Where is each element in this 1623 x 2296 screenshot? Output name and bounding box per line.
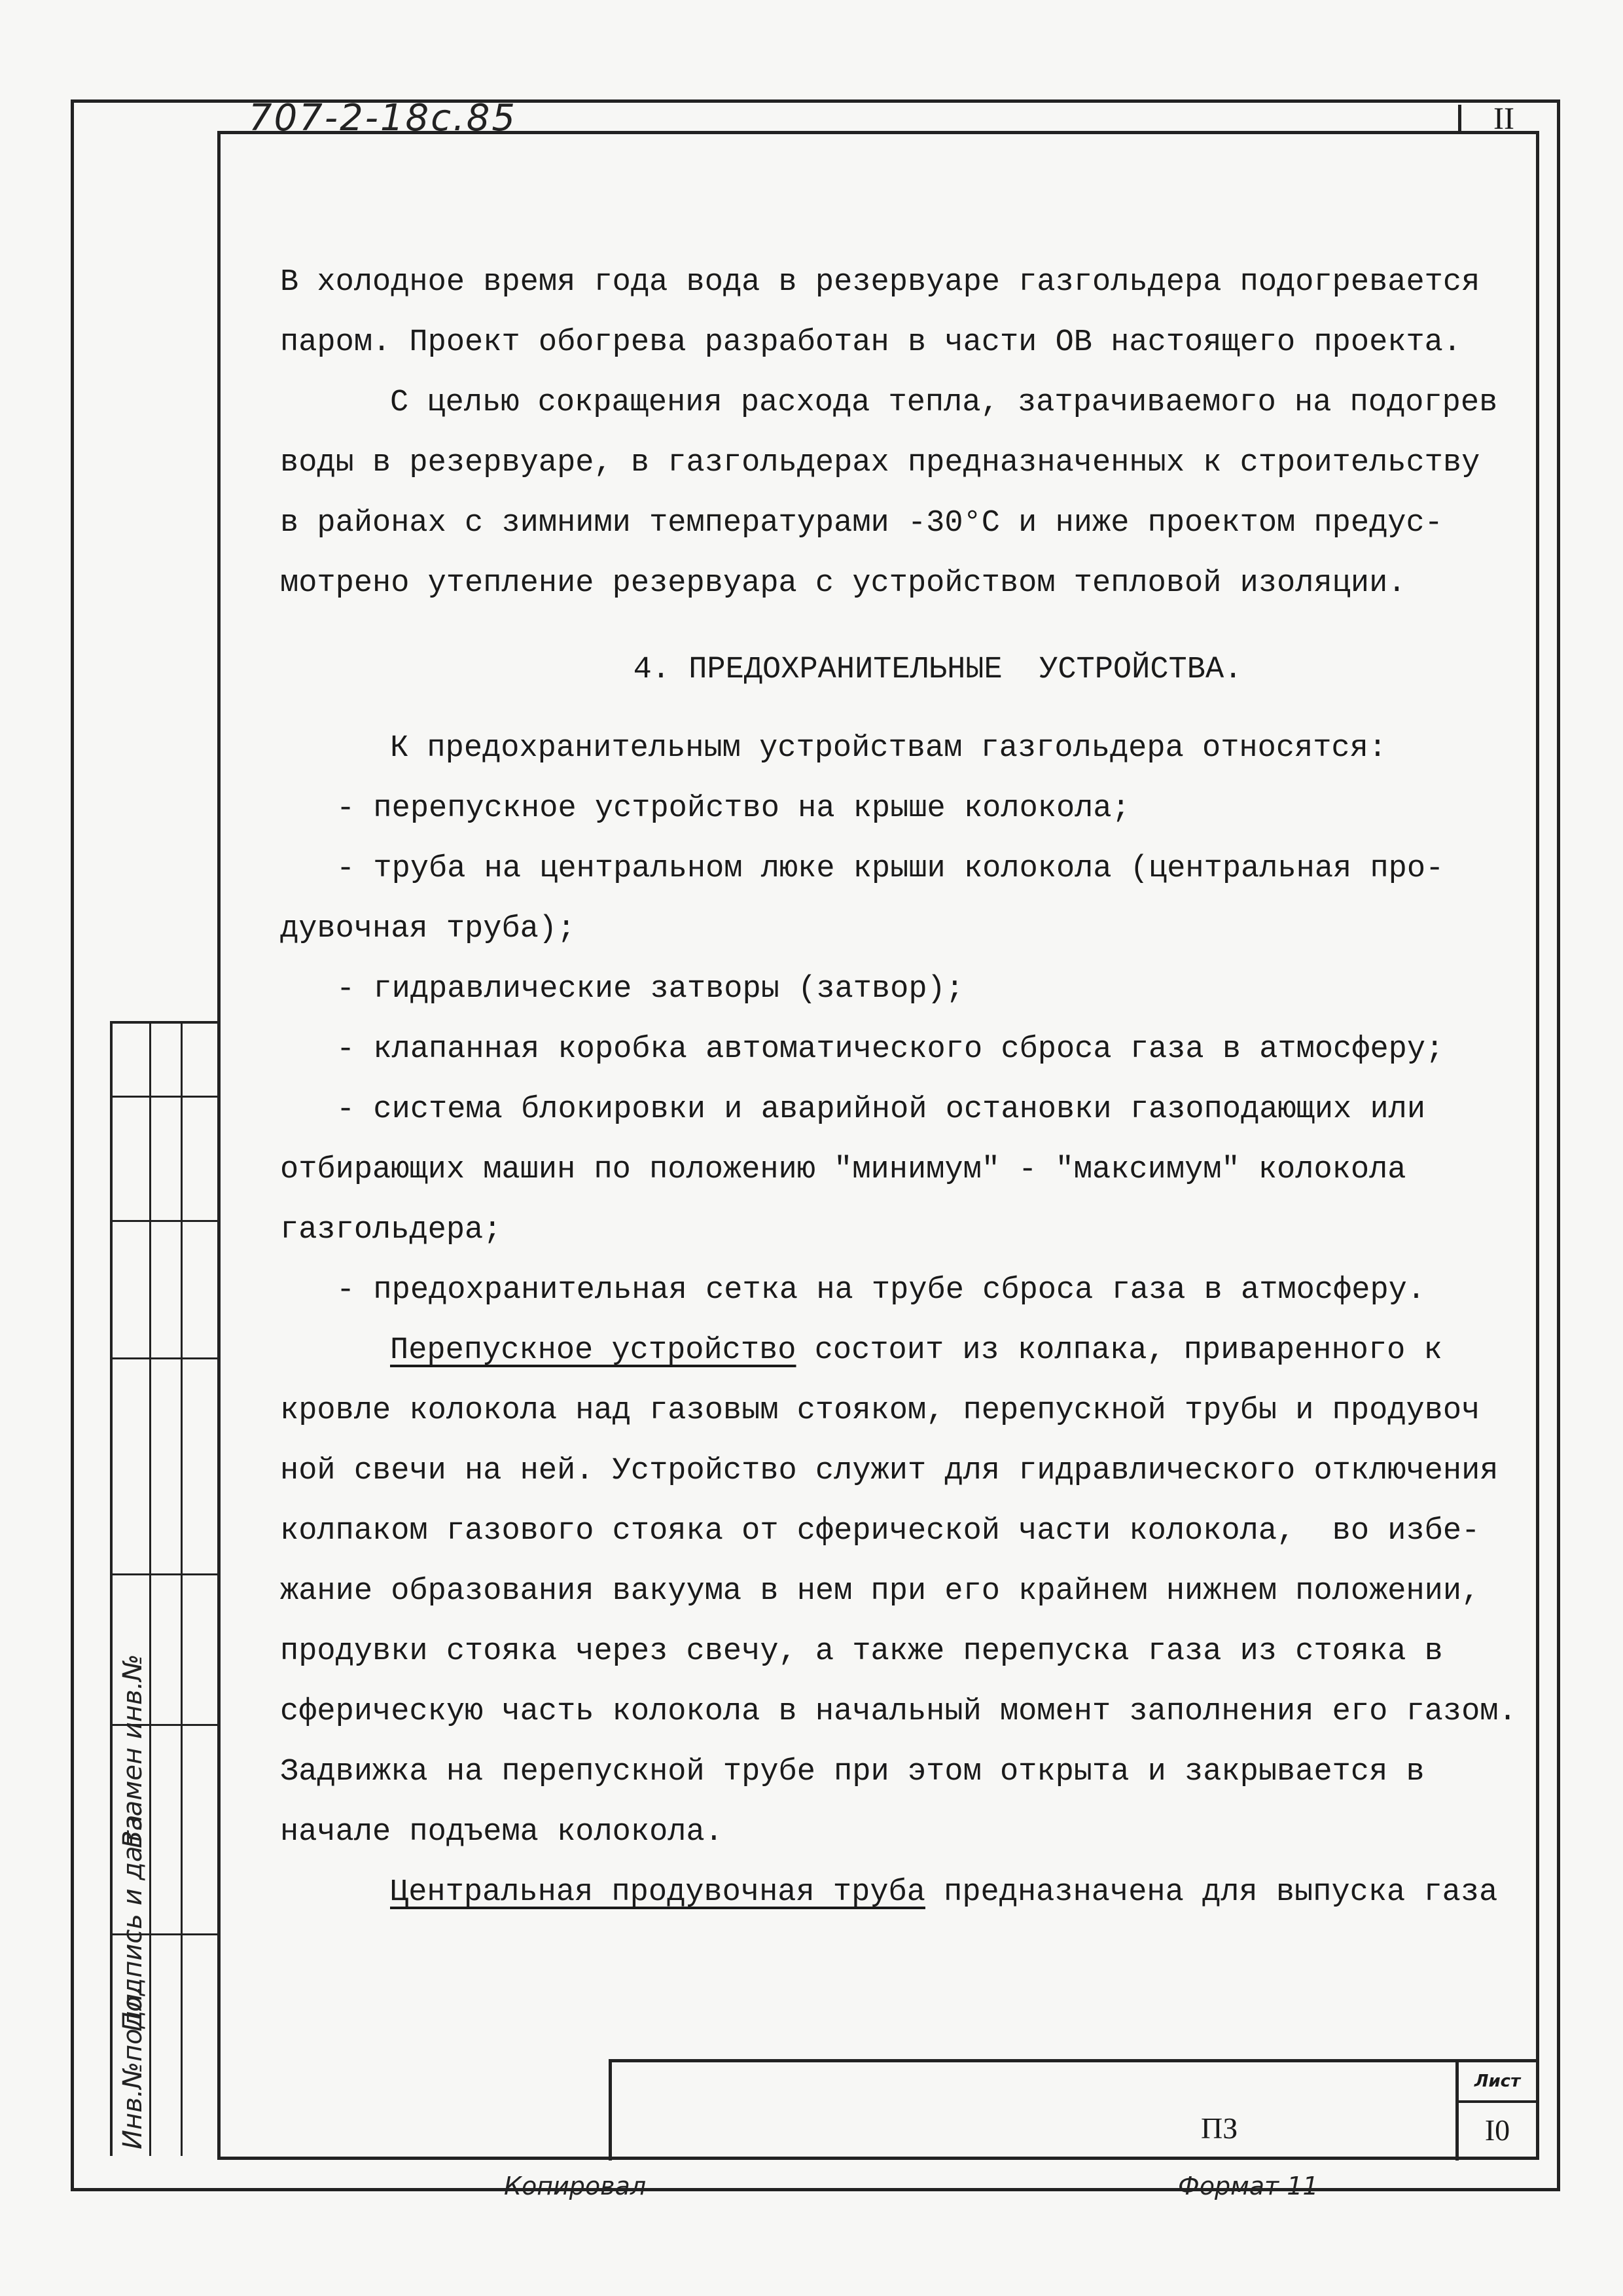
- text-line: К предохранительным устройствам газгольдера относятся:: [390, 731, 1387, 766]
- text-line: паром. Проект обогрева разработан в части ОВ настоящего проекта.: [280, 325, 1462, 360]
- text-line: ной свечи на ней. Устройство служит для гидравлического отключения: [280, 1454, 1499, 1488]
- text-line: кровле колокола над газовым стояком, перепускной трубы и продувоч: [280, 1393, 1480, 1428]
- stamp-divider: [113, 1357, 220, 1359]
- title-block-code: ПЗ: [1201, 2111, 1238, 2145]
- text-line: дувочная труба);: [280, 912, 576, 946]
- text-line: газгольдера;: [280, 1213, 502, 1247]
- title-block-sheet: [1455, 2062, 1536, 2161]
- sheet-number: I0: [1484, 2113, 1510, 2147]
- text-line: воды в резервуаре, в газгольдерах предназначенных к строительству: [280, 446, 1480, 480]
- text-line: жание образования вакуума в нем при его крайнем нижнем положении,: [280, 1574, 1480, 1609]
- footer-format: Формат 11: [1178, 2172, 1319, 2200]
- text-line: В холодное время года вода в резервуаре газгольдера подогревается: [280, 265, 1480, 300]
- stamp-divider: [149, 1024, 151, 2156]
- stamp-divider: [113, 1096, 220, 1098]
- text-fragment: состоит из колпака, приваренного к: [796, 1333, 1442, 1368]
- text-line: в районах с зимними температурами -30°С и ниже проектом предус-: [280, 506, 1443, 541]
- list-item: - гидравлические затворы (затвор);: [336, 972, 964, 1007]
- sheet-number-top: II: [1458, 105, 1546, 134]
- sheet-label: Лист: [1459, 2062, 1536, 2103]
- stamp-divider: [181, 1024, 183, 2156]
- list-item: - перепускное устройство на крыше колокола;: [336, 791, 1130, 826]
- text-line: [280, 1321, 1524, 1381]
- text-line: Задвижка на перепускной трубе при этом открыта и закрывается в: [280, 1755, 1425, 1789]
- text-line: отбирающих машин по положению "минимум" - "максимум" колокола: [280, 1153, 1406, 1187]
- list-item: - предохранительная сетка на трубе сброса газа в атмосферу.: [336, 1273, 1426, 1308]
- list-item: - труба на центральном люке крыши колокола (центральная про-: [336, 852, 1444, 886]
- text-line: С целью сокращения расхода тепла, затрачиваемого на подогрев: [390, 386, 1498, 420]
- list-item: - клапанная коробка автоматического сброса газа в атмосферу;: [336, 1032, 1444, 1067]
- text-line: колпаком газового стояка от сферической части колокола, во избе-: [280, 1514, 1480, 1549]
- text-line: начале подъема колокола.: [280, 1815, 723, 1850]
- document-body: [280, 253, 1524, 1923]
- text-line: мотрено утепление резервуара с устройством тепловой изоляции.: [280, 566, 1406, 601]
- footer-copied: Копировал: [504, 2172, 647, 2200]
- stamp-label-replace: Взамен инв.№: [118, 1654, 148, 1848]
- stamp-label-sign: Подпись и дата: [118, 1814, 148, 2032]
- text-line: продувки стояка через свечу, а также перепуска газа из стояка в: [280, 1634, 1443, 1669]
- section-heading: 4. ПРЕДОХРАНИТЕЛЬНЫЕ УСТРОЙСТВА.: [633, 653, 1243, 687]
- text-line: сферическую часть колокола в начальный момент заполнения его газом.: [280, 1695, 1517, 1729]
- underlined-term: Центральная продувочная труба: [390, 1875, 925, 1910]
- text-line: [280, 1863, 1524, 1923]
- list-item: - система блокировки и аварийной остановки газоподающих или: [336, 1092, 1426, 1127]
- stamp-label-inv: Инв.№подл.: [118, 1985, 148, 2149]
- stamp-divider: [113, 1573, 220, 1575]
- stamp-divider: [113, 1220, 220, 1222]
- title-block: [609, 2059, 1536, 2161]
- document-code: 707-2-18с.85: [249, 97, 518, 139]
- underlined-term: Перепускное устройство: [390, 1333, 796, 1368]
- margin-stamp: [110, 1021, 220, 2156]
- text-fragment: предназначена для выпуска газа: [925, 1875, 1498, 1910]
